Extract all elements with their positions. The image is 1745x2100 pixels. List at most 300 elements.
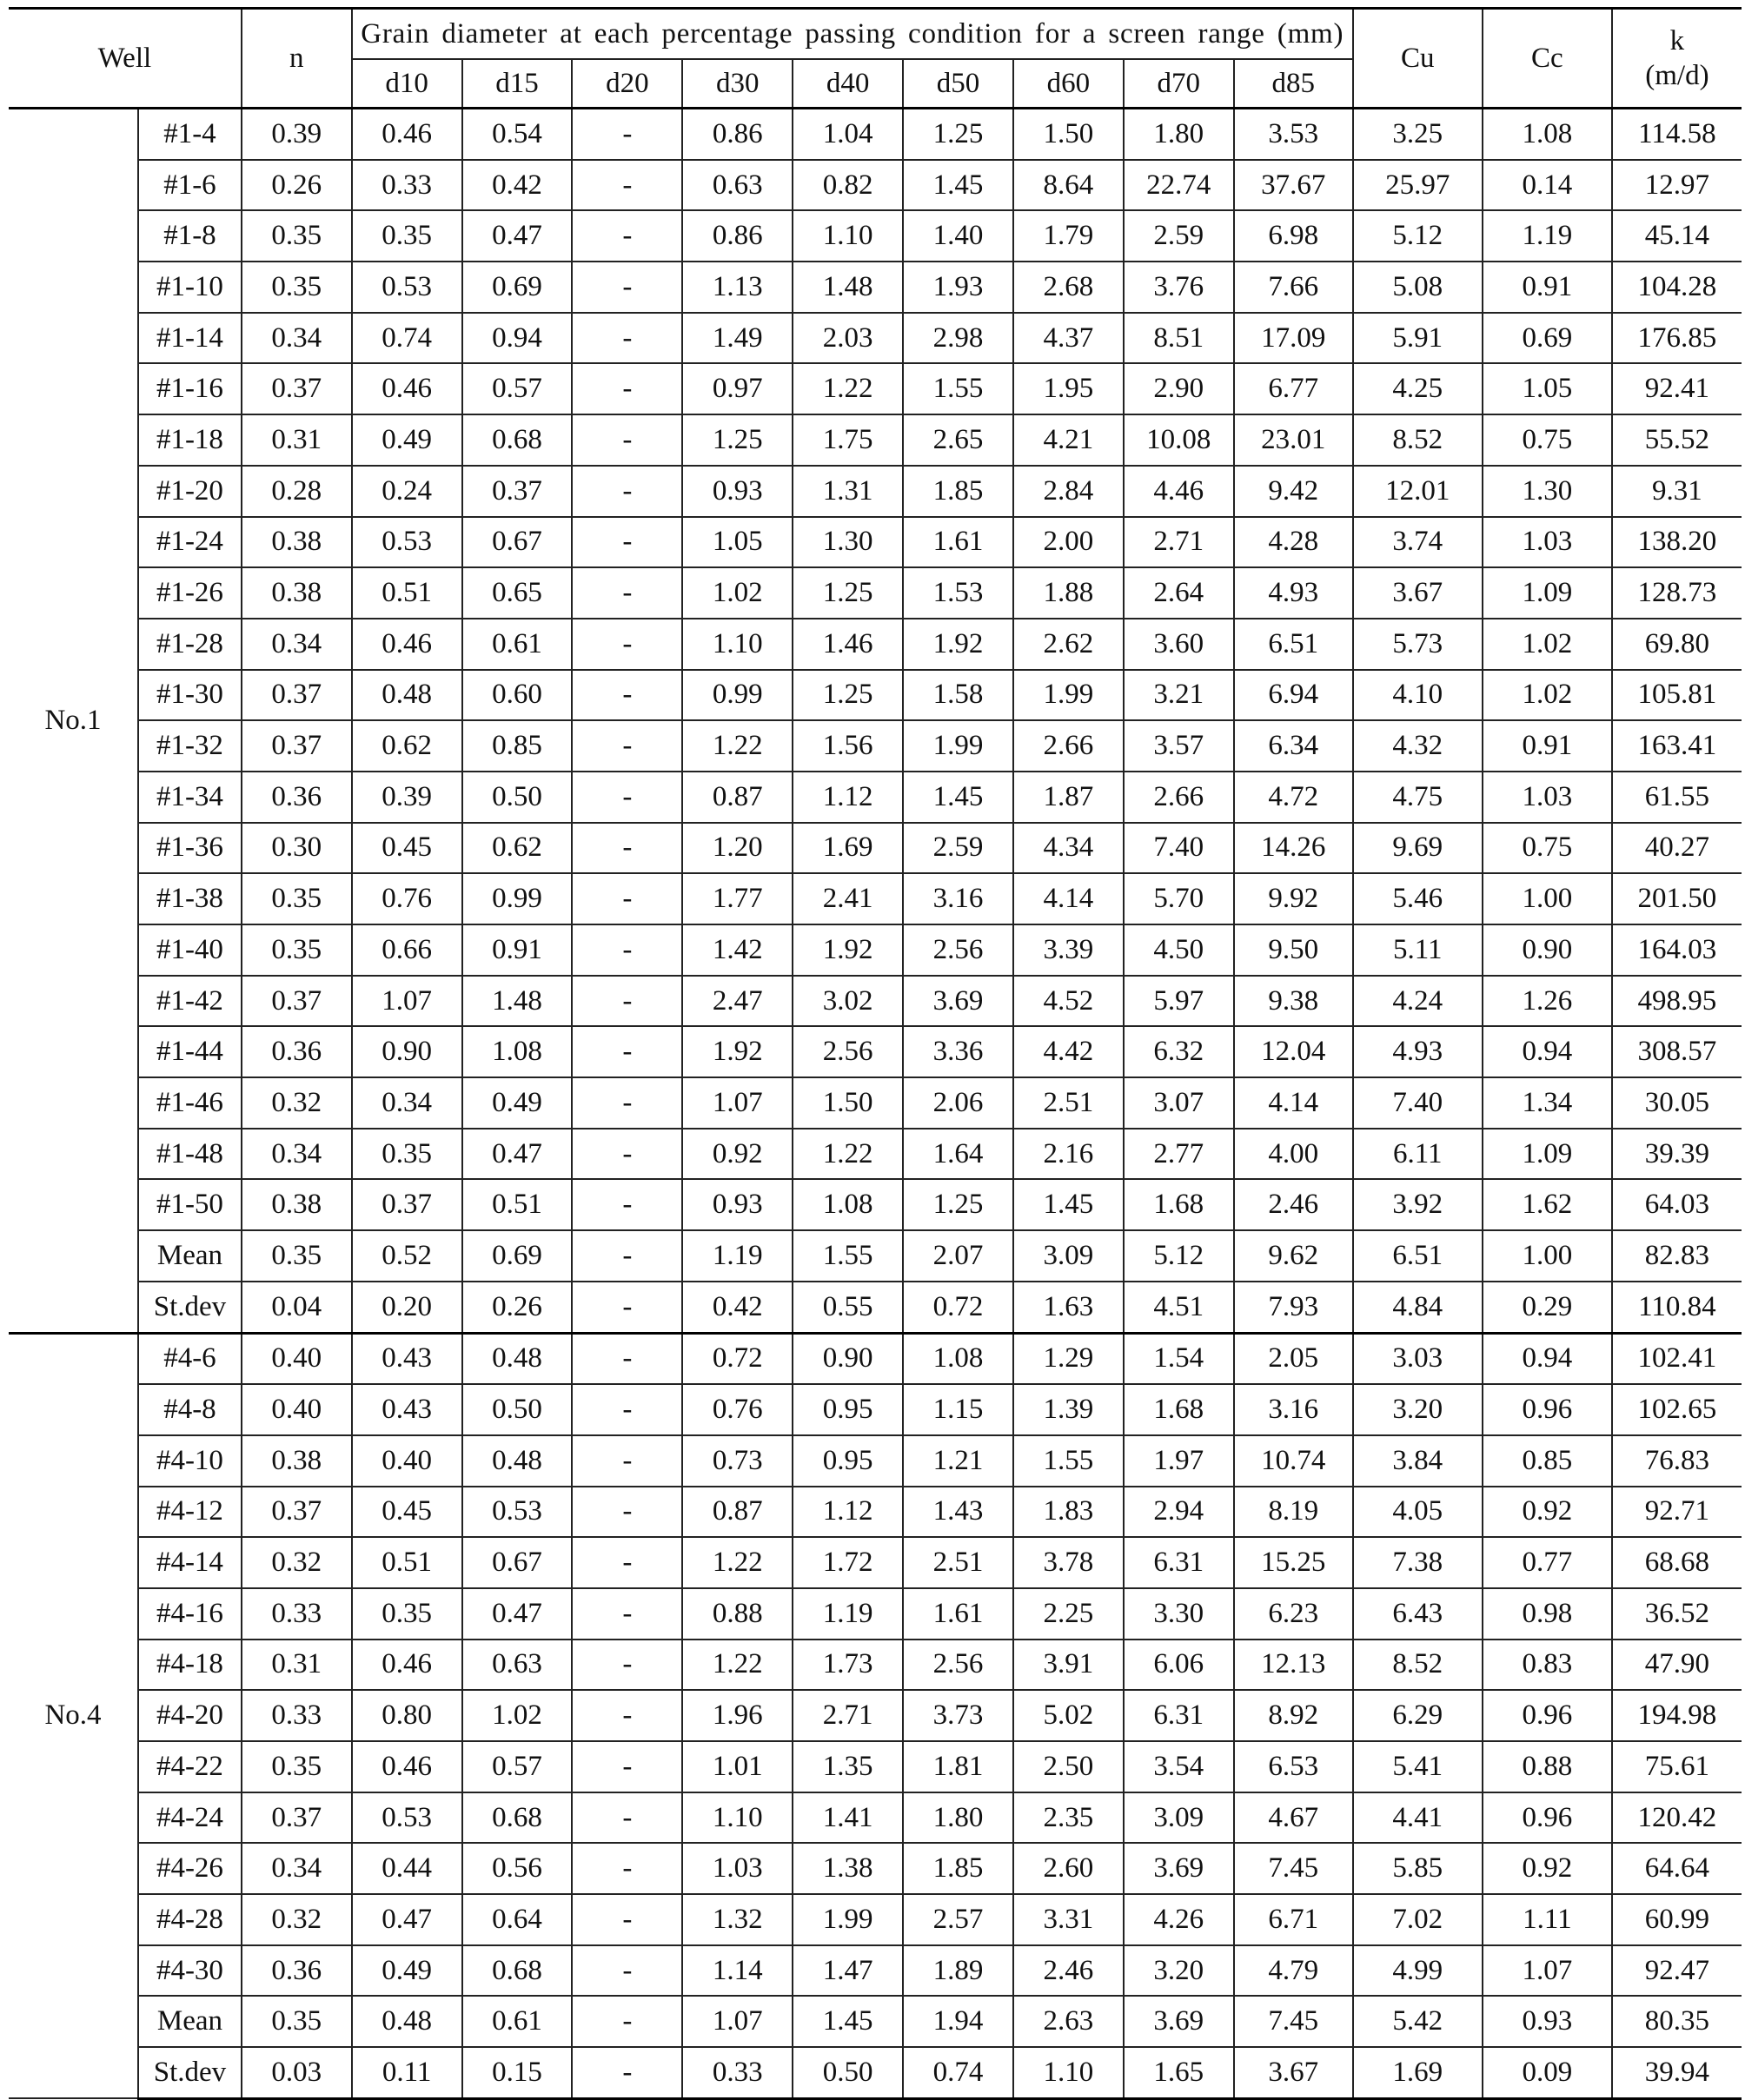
- cell-d15: 0.56: [462, 1843, 573, 1894]
- cell-d30: 1.01: [682, 1741, 793, 1792]
- cell-d85: 6.23: [1234, 1588, 1353, 1640]
- cell-d50: 1.92: [903, 619, 1013, 670]
- cell-d60: 2.51: [1013, 1077, 1124, 1129]
- cell-k: 64.03: [1612, 1179, 1742, 1230]
- cell-cc: 0.77: [1483, 1537, 1612, 1588]
- cell-n: 0.37: [242, 670, 352, 721]
- cell-d20: -: [572, 976, 682, 1027]
- cell-d85: 2.05: [1234, 1333, 1353, 1384]
- cell-sample: St.dev: [138, 1282, 242, 1333]
- header-d40: d40: [793, 59, 903, 109]
- cell-cc: 0.88: [1483, 1741, 1612, 1792]
- cell-d60: 1.87: [1013, 772, 1124, 823]
- cell-k: 105.81: [1612, 670, 1742, 721]
- cell-d15: 0.50: [462, 772, 573, 823]
- cell-d40: 2.41: [793, 873, 903, 924]
- table-row: [9, 1333, 1742, 1384]
- cell-sample: St.dev: [138, 2047, 242, 2098]
- cell-d30: 1.10: [682, 619, 793, 670]
- cell-d60: 3.39: [1013, 924, 1124, 976]
- cell-d50: 1.80: [903, 1792, 1013, 1844]
- cell-d30: 1.03: [682, 1843, 793, 1894]
- cell-cu: 1.69: [1353, 2047, 1483, 2098]
- cell-cc: 0.92: [1483, 1487, 1612, 1538]
- cell-cc: 1.00: [1483, 1230, 1612, 1282]
- cell-cu: 3.67: [1353, 567, 1483, 619]
- cell-k: 194.98: [1612, 1690, 1742, 1741]
- cell-n: 0.38: [242, 1179, 352, 1230]
- cell-cu: 4.25: [1353, 363, 1483, 414]
- cell-cu: 6.43: [1353, 1588, 1483, 1640]
- cell-d40: 1.41: [793, 1792, 903, 1844]
- cell-d10: 0.40: [352, 1435, 462, 1487]
- cell-d30: 1.20: [682, 823, 793, 874]
- cell-d50: 1.45: [903, 772, 1013, 823]
- cell-d40: 1.69: [793, 823, 903, 874]
- cell-n: 0.33: [242, 1690, 352, 1741]
- cell-d70: 8.51: [1124, 313, 1234, 364]
- cell-cu: 5.73: [1353, 619, 1483, 670]
- cell-d15: 0.57: [462, 363, 573, 414]
- cell-d60: 2.62: [1013, 619, 1124, 670]
- cell-n: 0.39: [242, 109, 352, 160]
- cell-n: 0.04: [242, 1282, 352, 1333]
- table-row: [9, 924, 1742, 976]
- cell-k: 308.57: [1612, 1026, 1742, 1077]
- cell-d40: 1.12: [793, 772, 903, 823]
- cell-d30: 0.97: [682, 363, 793, 414]
- cell-d20: -: [572, 1894, 682, 1945]
- header-well: Well: [9, 9, 242, 109]
- cell-cu: 7.02: [1353, 1894, 1483, 1945]
- cell-d50: 1.81: [903, 1741, 1013, 1792]
- cell-d85: 4.93: [1234, 567, 1353, 619]
- cell-sample: #4-14: [138, 1537, 242, 1588]
- cell-d40: 1.25: [793, 670, 903, 721]
- cell-d50: 1.64: [903, 1129, 1013, 1180]
- cell-d10: 0.53: [352, 262, 462, 313]
- cell-k: 114.58: [1612, 109, 1742, 160]
- cell-d85: 4.79: [1234, 1945, 1353, 1997]
- cell-d20: -: [572, 1843, 682, 1894]
- cell-cc: 1.02: [1483, 670, 1612, 721]
- table-row: [9, 1487, 1742, 1538]
- cell-d50: 3.36: [903, 1026, 1013, 1077]
- cell-sample: #4-20: [138, 1690, 242, 1741]
- cell-sample: #1-44: [138, 1026, 242, 1077]
- cell-d40: 2.56: [793, 1026, 903, 1077]
- table-row: [9, 414, 1742, 466]
- cell-d30: 1.14: [682, 1945, 793, 1997]
- cell-n: 0.35: [242, 1230, 352, 1282]
- cell-d30: 0.42: [682, 1282, 793, 1333]
- cell-d20: -: [572, 1435, 682, 1487]
- cell-d85: 4.14: [1234, 1077, 1353, 1129]
- cell-cc: 0.94: [1483, 1333, 1612, 1384]
- table-row: [9, 466, 1742, 517]
- cell-d70: 7.40: [1124, 823, 1234, 874]
- cell-d30: 1.13: [682, 262, 793, 313]
- cell-sample: #1-38: [138, 873, 242, 924]
- cell-d50: 1.85: [903, 466, 1013, 517]
- cell-d60: 1.83: [1013, 1487, 1124, 1538]
- cell-d40: 1.99: [793, 1894, 903, 1945]
- cell-d70: 1.54: [1124, 1333, 1234, 1384]
- cell-cu: 4.24: [1353, 976, 1483, 1027]
- cell-sample: #1-50: [138, 1179, 242, 1230]
- cell-d40: 2.03: [793, 313, 903, 364]
- cell-d10: 0.11: [352, 2047, 462, 2098]
- cell-d30: 1.77: [682, 873, 793, 924]
- cell-k: 82.83: [1612, 1230, 1742, 1282]
- cell-d70: 6.31: [1124, 1690, 1234, 1741]
- cell-d20: -: [572, 619, 682, 670]
- cell-d85: 9.50: [1234, 924, 1353, 976]
- table-row: [9, 976, 1742, 1027]
- cell-d50: 1.25: [903, 109, 1013, 160]
- cell-d30: 0.72: [682, 1333, 793, 1384]
- cell-cc: 0.09: [1483, 2047, 1612, 2098]
- cell-cc: 1.02: [1483, 619, 1612, 670]
- cell-d10: 0.80: [352, 1690, 462, 1741]
- cell-d10: 0.35: [352, 1588, 462, 1640]
- cell-d85: 8.19: [1234, 1487, 1353, 1538]
- cell-d70: 1.65: [1124, 2047, 1234, 2098]
- cell-d60: 3.09: [1013, 1230, 1124, 1282]
- cell-d40: 1.56: [793, 720, 903, 772]
- cell-k: 30.05: [1612, 1077, 1742, 1129]
- cell-sample: Mean: [138, 1996, 242, 2047]
- cell-k: 12.97: [1612, 160, 1742, 211]
- cell-d50: 1.55: [903, 363, 1013, 414]
- table-row: [9, 1690, 1742, 1741]
- header-porosity: n: [242, 9, 352, 109]
- table-row: [9, 873, 1742, 924]
- cell-d15: 0.67: [462, 517, 573, 568]
- cell-d10: 0.46: [352, 109, 462, 160]
- cell-d20: -: [572, 363, 682, 414]
- cell-d10: 0.45: [352, 823, 462, 874]
- cell-k: 92.47: [1612, 1945, 1742, 1997]
- grain-size-table: [9, 7, 1742, 2100]
- cell-d40: 3.02: [793, 976, 903, 1027]
- cell-cc: 0.90: [1483, 924, 1612, 976]
- cell-d30: 1.07: [682, 1077, 793, 1129]
- table-row: [9, 567, 1742, 619]
- header-row-1: [9, 9, 1742, 60]
- cell-d85: 6.77: [1234, 363, 1353, 414]
- table-row: [9, 262, 1742, 313]
- cell-d15: 0.99: [462, 873, 573, 924]
- cell-d50: 2.06: [903, 1077, 1013, 1129]
- cell-d60: 8.64: [1013, 160, 1124, 211]
- table-row: [9, 1588, 1742, 1640]
- cell-d10: 0.37: [352, 1179, 462, 1230]
- cell-d20: -: [572, 1384, 682, 1435]
- cell-d15: 0.94: [462, 313, 573, 364]
- cell-d20: -: [572, 1282, 682, 1333]
- cell-d60: 4.14: [1013, 873, 1124, 924]
- cell-cc: 0.29: [1483, 1282, 1612, 1333]
- cell-k: 138.20: [1612, 517, 1742, 568]
- cell-d50: 1.61: [903, 1588, 1013, 1640]
- cell-k: 102.41: [1612, 1333, 1742, 1384]
- cell-d20: -: [572, 210, 682, 262]
- cell-d30: 0.87: [682, 1487, 793, 1538]
- cell-d60: 2.63: [1013, 1996, 1124, 2047]
- cell-d15: 0.85: [462, 720, 573, 772]
- cell-n: 0.40: [242, 1384, 352, 1435]
- cell-d40: 1.22: [793, 1129, 903, 1180]
- cell-d30: 0.92: [682, 1129, 793, 1180]
- cell-d15: 0.15: [462, 2047, 573, 2098]
- cell-d30: 1.07: [682, 1996, 793, 2047]
- table-row: [9, 160, 1742, 211]
- cell-sample: #4-8: [138, 1384, 242, 1435]
- cell-cu: 4.99: [1353, 1945, 1483, 1997]
- cell-sample: #4-24: [138, 1792, 242, 1844]
- cell-k: 120.42: [1612, 1792, 1742, 1844]
- cell-cc: 1.09: [1483, 1129, 1612, 1180]
- cell-d70: 3.54: [1124, 1741, 1234, 1792]
- cell-d70: 3.76: [1124, 262, 1234, 313]
- header-cu: Cu: [1353, 9, 1483, 109]
- cell-d10: 0.24: [352, 466, 462, 517]
- cell-d30: 0.86: [682, 210, 793, 262]
- cell-d10: 0.45: [352, 1487, 462, 1538]
- cell-cc: 0.92: [1483, 1843, 1612, 1894]
- cell-d10: 1.07: [352, 976, 462, 1027]
- cell-d10: 0.35: [352, 210, 462, 262]
- cell-cc: 1.08: [1483, 109, 1612, 160]
- table-row: [9, 1384, 1742, 1435]
- cell-d70: 3.09: [1124, 1792, 1234, 1844]
- cell-d50: 2.51: [903, 1537, 1013, 1588]
- cell-n: 0.34: [242, 619, 352, 670]
- cell-d50: 1.85: [903, 1843, 1013, 1894]
- cell-d10: 0.66: [352, 924, 462, 976]
- cell-d50: 2.59: [903, 823, 1013, 874]
- cell-d60: 5.02: [1013, 1690, 1124, 1741]
- cell-cu: 5.46: [1353, 873, 1483, 924]
- cell-d40: 1.38: [793, 1843, 903, 1894]
- table-row: [9, 823, 1742, 874]
- header-d50: d50: [903, 59, 1013, 109]
- cell-cc: 0.96: [1483, 1690, 1612, 1741]
- cell-d40: 0.50: [793, 2047, 903, 2098]
- table-row: [9, 1640, 1742, 1691]
- cell-d20: -: [572, 1230, 682, 1282]
- cell-k: 110.84: [1612, 1282, 1742, 1333]
- cell-d40: 1.48: [793, 262, 903, 313]
- cell-d15: 0.54: [462, 109, 573, 160]
- cell-d50: 1.53: [903, 567, 1013, 619]
- cell-d10: 0.48: [352, 1996, 462, 2047]
- cell-d85: 6.53: [1234, 1741, 1353, 1792]
- cell-d70: 3.60: [1124, 619, 1234, 670]
- cell-sample: #1-46: [138, 1077, 242, 1129]
- cell-d10: 0.43: [352, 1333, 462, 1384]
- cell-d60: 1.55: [1013, 1435, 1124, 1487]
- cell-d60: 2.35: [1013, 1792, 1124, 1844]
- cell-cc: 1.30: [1483, 466, 1612, 517]
- cell-d15: 0.68: [462, 414, 573, 466]
- cell-k: 47.90: [1612, 1640, 1742, 1691]
- cell-k: 68.68: [1612, 1537, 1742, 1588]
- cell-cu: 7.38: [1353, 1537, 1483, 1588]
- cell-sample: #4-18: [138, 1640, 242, 1691]
- cell-d70: 2.59: [1124, 210, 1234, 262]
- cell-n: 0.36: [242, 1026, 352, 1077]
- table-row: [9, 1026, 1742, 1077]
- cell-k: 102.65: [1612, 1384, 1742, 1435]
- cell-d50: 0.72: [903, 1282, 1013, 1333]
- cell-d20: -: [572, 720, 682, 772]
- cell-d50: 2.07: [903, 1230, 1013, 1282]
- cell-d15: 0.65: [462, 567, 573, 619]
- cell-d30: 2.47: [682, 976, 793, 1027]
- cell-d30: 1.96: [682, 1690, 793, 1741]
- cell-d50: 1.43: [903, 1487, 1013, 1538]
- cell-d60: 2.66: [1013, 720, 1124, 772]
- cell-n: 0.32: [242, 1537, 352, 1588]
- cell-n: 0.36: [242, 772, 352, 823]
- table-row: [9, 1945, 1742, 1997]
- cell-n: 0.35: [242, 1996, 352, 2047]
- cell-cc: 0.75: [1483, 823, 1612, 874]
- cell-d20: -: [572, 1741, 682, 1792]
- table-header: [9, 9, 1742, 109]
- cell-k: 75.61: [1612, 1741, 1742, 1792]
- cell-d60: 2.50: [1013, 1741, 1124, 1792]
- cell-d15: 0.48: [462, 1435, 573, 1487]
- cell-k: 64.64: [1612, 1843, 1742, 1894]
- cell-d15: 0.51: [462, 1179, 573, 1230]
- cell-cu: 5.91: [1353, 313, 1483, 364]
- cell-d30: 0.86: [682, 109, 793, 160]
- cell-d20: -: [572, 567, 682, 619]
- cell-sample: #4-10: [138, 1435, 242, 1487]
- cell-d85: 7.66: [1234, 262, 1353, 313]
- header-d30: d30: [682, 59, 793, 109]
- cell-d60: 1.29: [1013, 1333, 1124, 1384]
- cell-cu: 4.84: [1353, 1282, 1483, 1333]
- cell-d60: 1.10: [1013, 2047, 1124, 2098]
- cell-d70: 1.68: [1124, 1179, 1234, 1230]
- cell-k: 92.71: [1612, 1487, 1742, 1538]
- cell-sample: #1-18: [138, 414, 242, 466]
- cell-d30: 0.93: [682, 466, 793, 517]
- cell-d85: 6.34: [1234, 720, 1353, 772]
- cell-d30: 1.02: [682, 567, 793, 619]
- cell-d20: -: [572, 1640, 682, 1691]
- cell-d20: -: [572, 1487, 682, 1538]
- cell-d50: 2.98: [903, 313, 1013, 364]
- cell-d85: 9.62: [1234, 1230, 1353, 1282]
- cell-n: 0.37: [242, 720, 352, 772]
- cell-d70: 3.57: [1124, 720, 1234, 772]
- cell-sample: #4-12: [138, 1487, 242, 1538]
- cell-d50: 2.57: [903, 1894, 1013, 1945]
- cell-sample: #1-14: [138, 313, 242, 364]
- cell-d40: 1.35: [793, 1741, 903, 1792]
- cell-cc: 0.91: [1483, 262, 1612, 313]
- table-row: [9, 772, 1742, 823]
- well-group-label: No.1: [9, 109, 138, 1334]
- cell-cc: 1.03: [1483, 517, 1612, 568]
- cell-d60: 1.63: [1013, 1282, 1124, 1333]
- cell-cu: 6.11: [1353, 1129, 1483, 1180]
- cell-cu: 6.29: [1353, 1690, 1483, 1741]
- cell-d40: 1.92: [793, 924, 903, 976]
- cell-cc: 0.96: [1483, 1384, 1612, 1435]
- cell-cc: 0.96: [1483, 1792, 1612, 1844]
- cell-d40: 1.12: [793, 1487, 903, 1538]
- table-row: [9, 1435, 1742, 1487]
- cell-d60: 1.79: [1013, 210, 1124, 262]
- cell-d20: -: [572, 109, 682, 160]
- cell-sample: #4-28: [138, 1894, 242, 1945]
- cell-d30: 1.19: [682, 1230, 793, 1282]
- cell-d20: -: [572, 1129, 682, 1180]
- cell-n: 0.33: [242, 1588, 352, 1640]
- cell-d60: 4.21: [1013, 414, 1124, 466]
- cell-d85: 4.67: [1234, 1792, 1353, 1844]
- cell-n: 0.37: [242, 1792, 352, 1844]
- cell-d85: 6.51: [1234, 619, 1353, 670]
- cell-n: 0.35: [242, 924, 352, 976]
- cell-d60: 2.46: [1013, 1945, 1124, 1997]
- cell-cc: 1.19: [1483, 210, 1612, 262]
- cell-cu: 8.52: [1353, 1640, 1483, 1691]
- table-row: [9, 1792, 1742, 1844]
- cell-d40: 0.95: [793, 1435, 903, 1487]
- cell-d10: 0.39: [352, 772, 462, 823]
- cell-d15: 0.53: [462, 1487, 573, 1538]
- cell-d30: 1.32: [682, 1894, 793, 1945]
- cell-n: 0.35: [242, 210, 352, 262]
- cell-n: 0.38: [242, 567, 352, 619]
- cell-k: 80.35: [1612, 1996, 1742, 2047]
- cell-d60: 1.39: [1013, 1384, 1124, 1435]
- header-d10: d10: [352, 59, 462, 109]
- cell-d15: 0.68: [462, 1945, 573, 1997]
- cell-d15: 0.47: [462, 1588, 573, 1640]
- cell-d40: 1.08: [793, 1179, 903, 1230]
- cell-d30: 1.25: [682, 414, 793, 466]
- cell-d85: 37.67: [1234, 160, 1353, 211]
- table-row: [9, 313, 1742, 364]
- cell-d10: 0.34: [352, 1077, 462, 1129]
- cell-d10: 0.47: [352, 1894, 462, 1945]
- cell-d85: 10.74: [1234, 1435, 1353, 1487]
- cell-d70: 2.94: [1124, 1487, 1234, 1538]
- cell-d20: -: [572, 414, 682, 466]
- cell-d70: 6.31: [1124, 1537, 1234, 1588]
- cell-d15: 1.08: [462, 1026, 573, 1077]
- cell-d20: -: [572, 1792, 682, 1844]
- cell-d15: 0.48: [462, 1333, 573, 1384]
- cell-sample: #1-30: [138, 670, 242, 721]
- cell-n: 0.26: [242, 160, 352, 211]
- cell-d85: 17.09: [1234, 313, 1353, 364]
- cell-d10: 0.53: [352, 1792, 462, 1844]
- cell-d10: 0.74: [352, 313, 462, 364]
- cell-d10: 0.62: [352, 720, 462, 772]
- cell-k: 9.31: [1612, 466, 1742, 517]
- cell-n: 0.34: [242, 1843, 352, 1894]
- cell-cc: 1.00: [1483, 873, 1612, 924]
